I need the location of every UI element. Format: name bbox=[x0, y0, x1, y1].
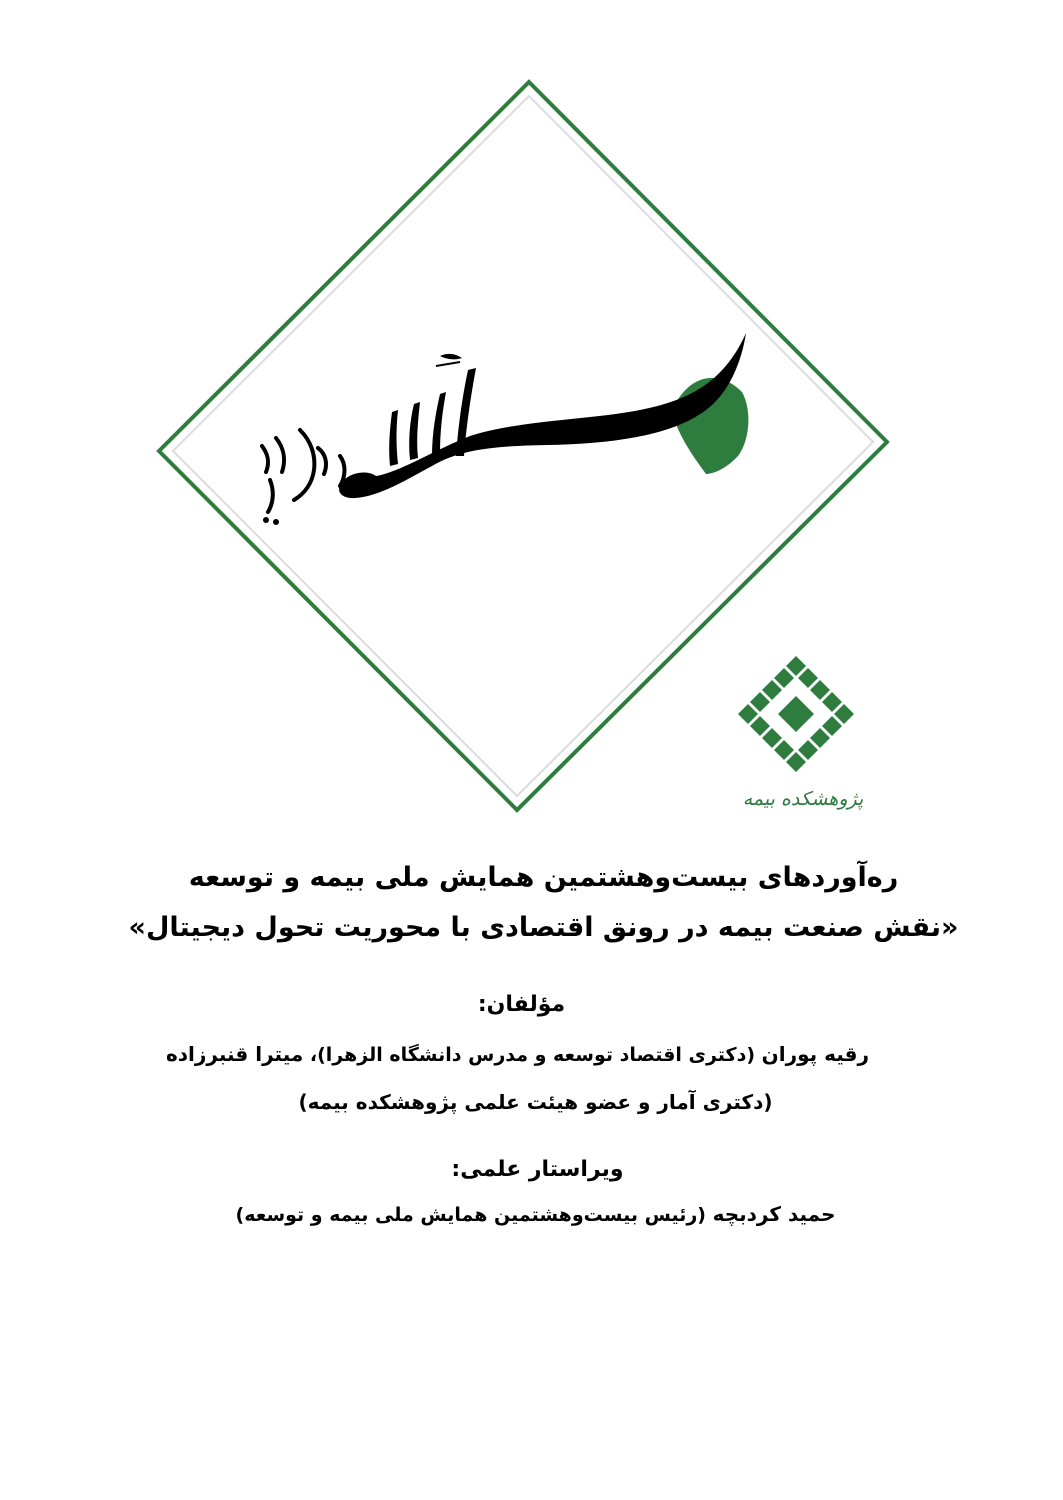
title-line-2: «نقش صنعت بیمه در رونق اقتصادی با محوریت تحول دیجیتال» bbox=[128, 912, 959, 943]
title-line-1: ره‌آوردهای بیست‌وهشتمین همایش ملی بیمه و توسعه bbox=[188, 862, 899, 893]
authors-line-2: (دکتری آمار و عضو هیئت علمی پژوهشکده بیمه) bbox=[298, 1090, 773, 1114]
institute-name: پژوهشکده بیمه bbox=[742, 788, 864, 810]
author-detail-1: (دکتری اقتصاد توسعه و مدرس دانشگاه الزهرا)، bbox=[303, 1044, 762, 1066]
editor-detail: (رئیس بیست‌وهشتمین همایش ملی بیمه و توسعه) bbox=[235, 1204, 713, 1226]
author-name-2: میترا قنبرزاده bbox=[165, 1042, 304, 1066]
editor-name: حمید کردبچه bbox=[712, 1202, 836, 1226]
author-name-1: رقیه پوران bbox=[761, 1042, 870, 1066]
editor-line bbox=[4, 1202, 1063, 1226]
diamond-frame bbox=[159, 82, 887, 810]
insurance-research-institute-logo-icon bbox=[738, 656, 854, 772]
authors-label: مؤلفان: bbox=[477, 992, 566, 1017]
editor-label: ویراستار علمی: bbox=[451, 1157, 624, 1182]
authors-line-1 bbox=[0, 1042, 1049, 1066]
